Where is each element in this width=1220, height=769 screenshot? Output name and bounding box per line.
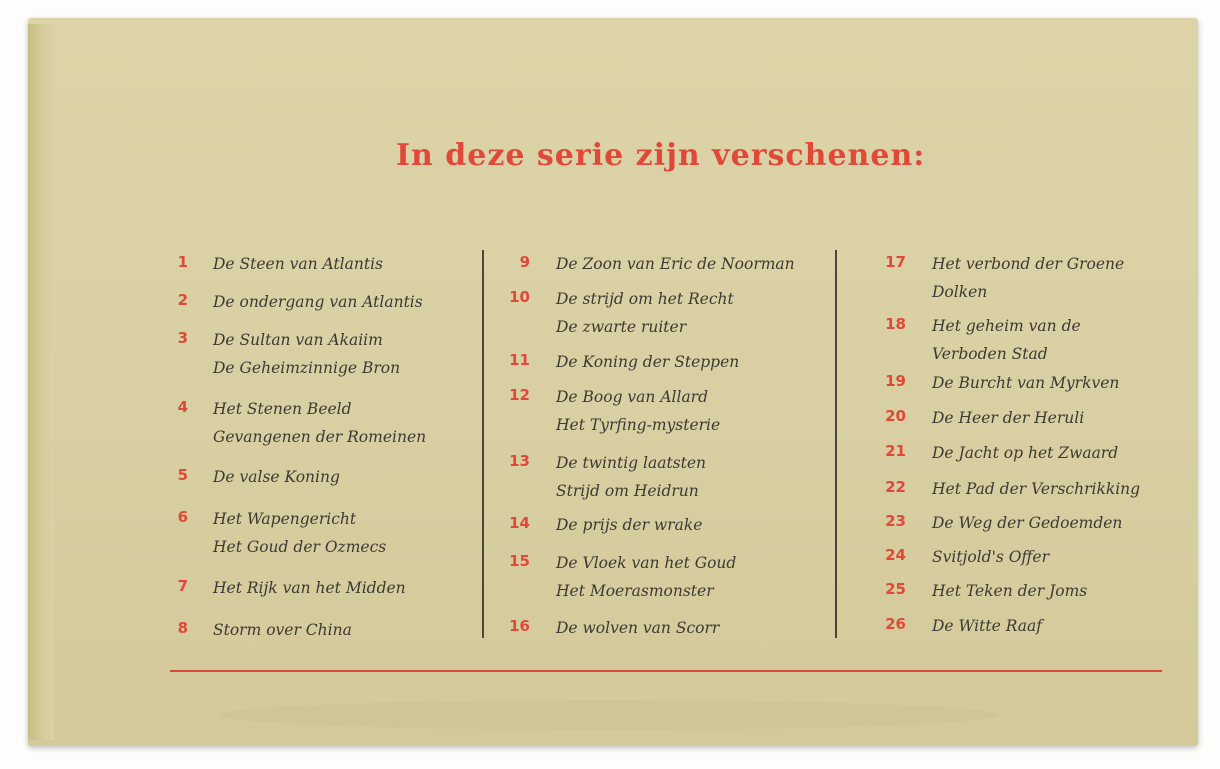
entry-title-line: De Steen van Atlantis [213,255,384,273]
entry-title [213,250,383,278]
entry-title [213,505,386,561]
entry-title [556,614,719,642]
entry-title-line: De prijs der wrake [556,516,703,534]
entry-title-line: De ondergang van Atlantis [213,293,423,311]
entry-number: 1 [177,253,188,271]
entry-title [932,509,1122,537]
entry-title-line: De Weg der Gedoemden [932,514,1123,532]
entry-number: 21 [885,442,906,460]
entry-number: 15 [509,552,530,570]
entry-number: 5 [177,466,188,484]
entry-title [932,543,1049,571]
column-divider-1 [482,250,484,638]
entry-number: 3 [177,329,188,347]
entry-title-line: Het Moerasmonster [556,582,714,600]
entry-title [213,326,400,382]
entry-number: 7 [177,577,188,595]
entry-title [213,616,352,644]
entry-title-line: De Sultan van Akaiim [213,331,383,349]
entry-title-line: De strijd om het Recht [556,290,734,308]
entry-title-line: Het geheim van de [932,317,1081,335]
entry-title-line: Dolken [932,283,988,301]
entry-title [556,511,702,539]
entry-number: 13 [509,452,530,470]
entry-number: 6 [177,508,188,526]
entry-title [213,574,406,602]
entry-number: 12 [509,386,530,404]
entry-title-line: De Heer der Heruli [932,409,1085,427]
entry-number: 16 [509,617,530,635]
entry-title [213,463,340,491]
entry-title-line: Het Rijk van het Midden [213,579,406,597]
entry-title-line: Het Teken der Joms [932,582,1088,600]
series-heading: In deze serie zijn verschenen: [396,138,926,173]
entry-number: 22 [885,478,906,496]
entry-title-line: Het Pad der Verschrikking [932,480,1141,498]
entry-number: 24 [885,546,906,564]
entry-title [932,312,1081,368]
entry-number: 4 [177,398,188,416]
entry-title-line: Het verbond der Groene [932,255,1125,273]
entry-title [932,439,1118,467]
entry-number: 10 [509,288,530,306]
entry-title-line: De Geheimzinnige Bron [213,359,401,377]
entry-title-line: De wolven van Scorr [556,619,720,637]
entry-number: 9 [519,253,530,271]
entry-number: 11 [509,351,530,369]
entry-title-line: Het Tyrfing-mysterie [556,416,721,434]
entry-title-line: De Witte Raaf [932,617,1042,635]
entry-title [556,449,706,505]
paper-stain [220,700,1000,730]
entry-title [213,288,423,316]
entry-title [932,250,1124,306]
entry-number: 8 [177,619,188,637]
entry-title-line: Verboden Stad [932,345,1048,363]
entry-title-line: De Vloek van het Goud [556,554,737,572]
entry-title [932,577,1087,605]
entry-title-line: Het Goud der Ozmecs [213,538,387,556]
entry-title-line: Strijd om Heidrun [556,482,699,500]
entry-number: 20 [885,407,906,425]
column-divider-2 [835,250,837,638]
entry-number: 18 [885,315,906,333]
entry-number: 2 [177,291,188,309]
entry-title-line: De Zoon van Eric de Noorman [556,255,795,273]
entry-number: 19 [885,372,906,390]
entry-title-line: De valse Koning [213,468,340,486]
entry-number: 25 [885,580,906,598]
entry-title-line: De Burcht van Myrkven [932,374,1120,392]
entry-title-line: De Boog van Allard [556,388,709,406]
entry-title-line: Het Stenen Beeld [213,400,352,418]
entry-number: 14 [509,514,530,532]
entry-title [556,285,734,341]
entry-title-line: De twintig laatsten [556,454,707,472]
entry-number: 26 [885,615,906,633]
entry-number: 17 [885,253,906,271]
entry-title [932,475,1140,503]
entry-title [556,348,739,376]
entry-title-line: Svitjold's Offer [932,548,1049,566]
entry-title [556,383,720,439]
entry-title [556,549,736,605]
entry-title [932,369,1119,397]
entry-title [213,395,426,451]
entry-title-line: De Koning der Steppen [556,353,740,371]
entry-number: 23 [885,512,906,530]
booklet-spine-edge [28,24,54,740]
entry-title [556,250,795,278]
entry-title-line: Gevangenen der Romeinen [213,428,427,446]
entry-title [932,404,1084,432]
entry-title-line: De zwarte ruiter [556,318,687,336]
entry-title-line: De Jacht op het Zwaard [932,444,1119,462]
entry-title-line: Storm over China [213,621,352,639]
entry-title-line: Het Wapengericht [213,510,357,528]
entry-title [932,612,1042,640]
bottom-rule [170,670,1162,672]
